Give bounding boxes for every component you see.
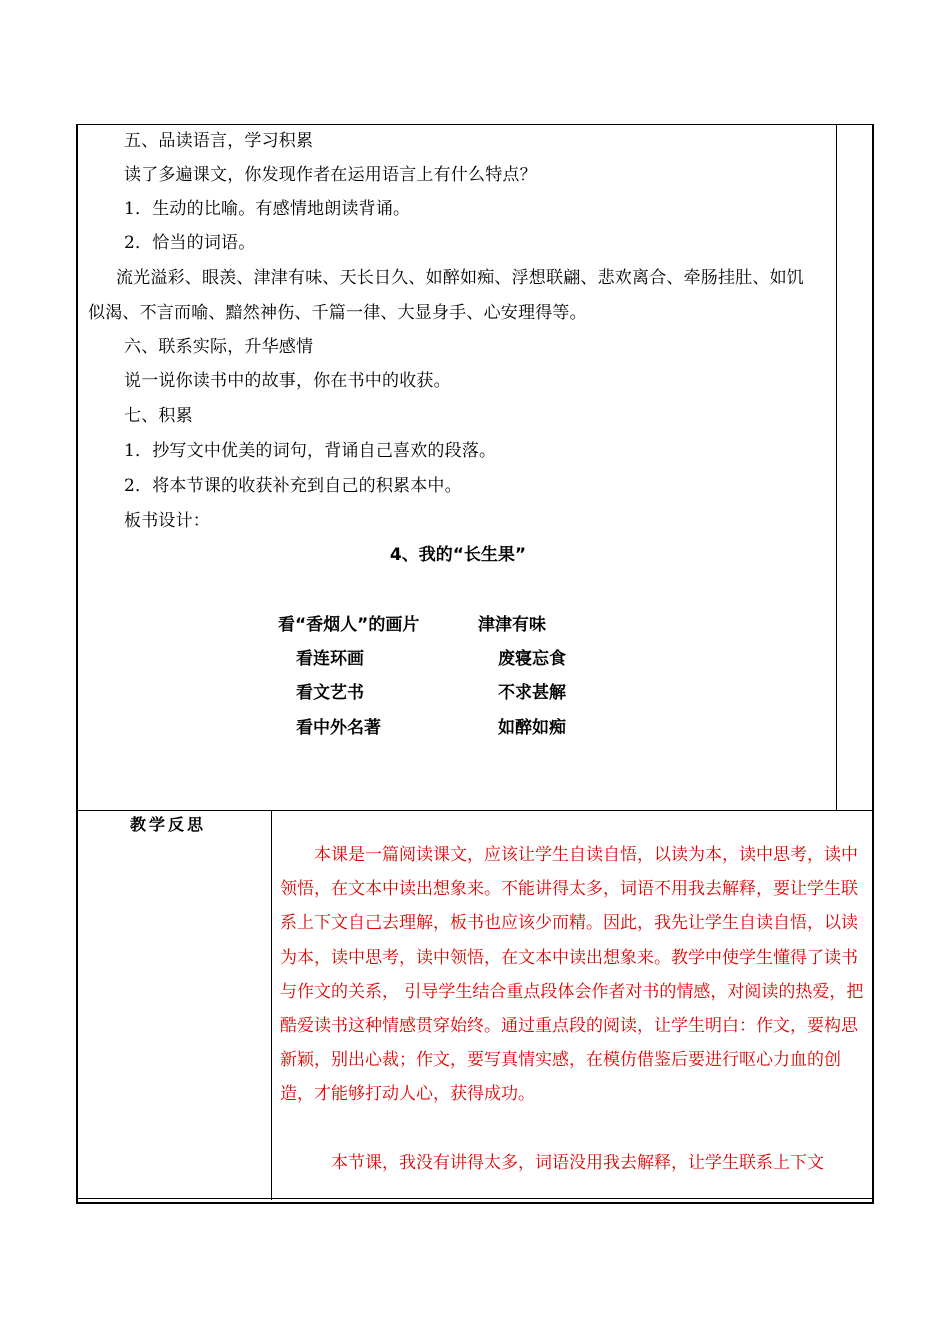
paragraph-gap: [280, 1112, 864, 1146]
word-list-line2: 似渴、不言而喻、黯然神伤、千篇一律、大显身手、心安理得等。: [88, 303, 587, 323]
section5-question: 读了多遍课文，你发现作者在运用语言上有什么特点？: [124, 165, 537, 185]
board-left-4: 看中外名著: [296, 718, 381, 738]
section6-prompt: 说一说你读书中的故事，你在书中的收获。: [124, 371, 451, 391]
reflection-text: [280, 838, 864, 1180]
section5-point2: 2．恰当的词语。: [124, 233, 256, 253]
table-right-border: [872, 124, 874, 1204]
label-column-divider: [271, 810, 272, 1200]
table-bottom-border-outer: [76, 1202, 874, 1204]
board-right-1: 津津有味: [478, 615, 546, 635]
board-right-2: 废寝忘食: [498, 649, 566, 669]
board-left-2: 看连环画: [296, 649, 364, 669]
section6-heading: 六、联系实际，升华感情: [124, 337, 314, 357]
section5-heading: 五、品读语言，学习积累: [124, 131, 314, 151]
section7-heading: 七、积累: [124, 406, 193, 426]
reflection-paragraph-1: 本课是一篇阅读课文，应该让学生自读自悟，以读为本，读中思考，读中领悟，在文本中读出想象来。不能讲得太多，词语不用我去解释，要让学生联系上下文自己去理解，板书也应该少而精。因此，我先让学生自读自悟，以读为本，读中思考，读中领悟，在文本中读出想象来。教学中使学生懂得了读书与作文的关系， 引导学生结合重点段体会作者对书的情感，对阅读的热爱，把酷爱读书这种情感贯穿始终。通过重点段的阅读，让学生明白：作文，要构思新颖，别出心裁；作文，要写真情实感，在模仿借鉴后要进行呕心力血的创造，才能够打动人心，获得成功。: [280, 845, 864, 1105]
board-left-3: 看文艺书: [296, 683, 364, 703]
section7-item1: 1．抄写文中优美的词句，背诵自己喜欢的段落。: [124, 441, 497, 461]
section5-point1: 1．生动的比喻。有感情地朗读背诵。: [124, 199, 411, 219]
table-left-border: [76, 124, 78, 1204]
lesson-content-cell: [82, 124, 834, 810]
board-left-1: 看“香烟人”的画片: [278, 615, 420, 635]
reflection-paragraph-2: 本节课，我没有讲得太多，词语没用我去解释，让学生联系上下文: [331, 1152, 824, 1173]
table-bottom-border-inner: [76, 1198, 874, 1199]
board-title: 4、我的“长生果”: [389, 545, 527, 565]
board-right-4: 如醉如痴: [498, 718, 566, 738]
word-list-line1: 流光溢彩、眼羡、津津有味、天长日久、如醉如痴、浮想联翩、悲欢离合、牵肠挂肚、如饥: [116, 268, 804, 288]
row-divider: [76, 810, 874, 811]
narrow-column-divider: [836, 124, 837, 810]
reflection-label: 教学反思: [130, 815, 207, 834]
board-design-label: 板书设计：: [124, 511, 210, 531]
section7-item2: 2．将本节课的收获补充到自己的积累本中。: [124, 476, 462, 496]
board-right-3: 不求甚解: [498, 683, 566, 703]
